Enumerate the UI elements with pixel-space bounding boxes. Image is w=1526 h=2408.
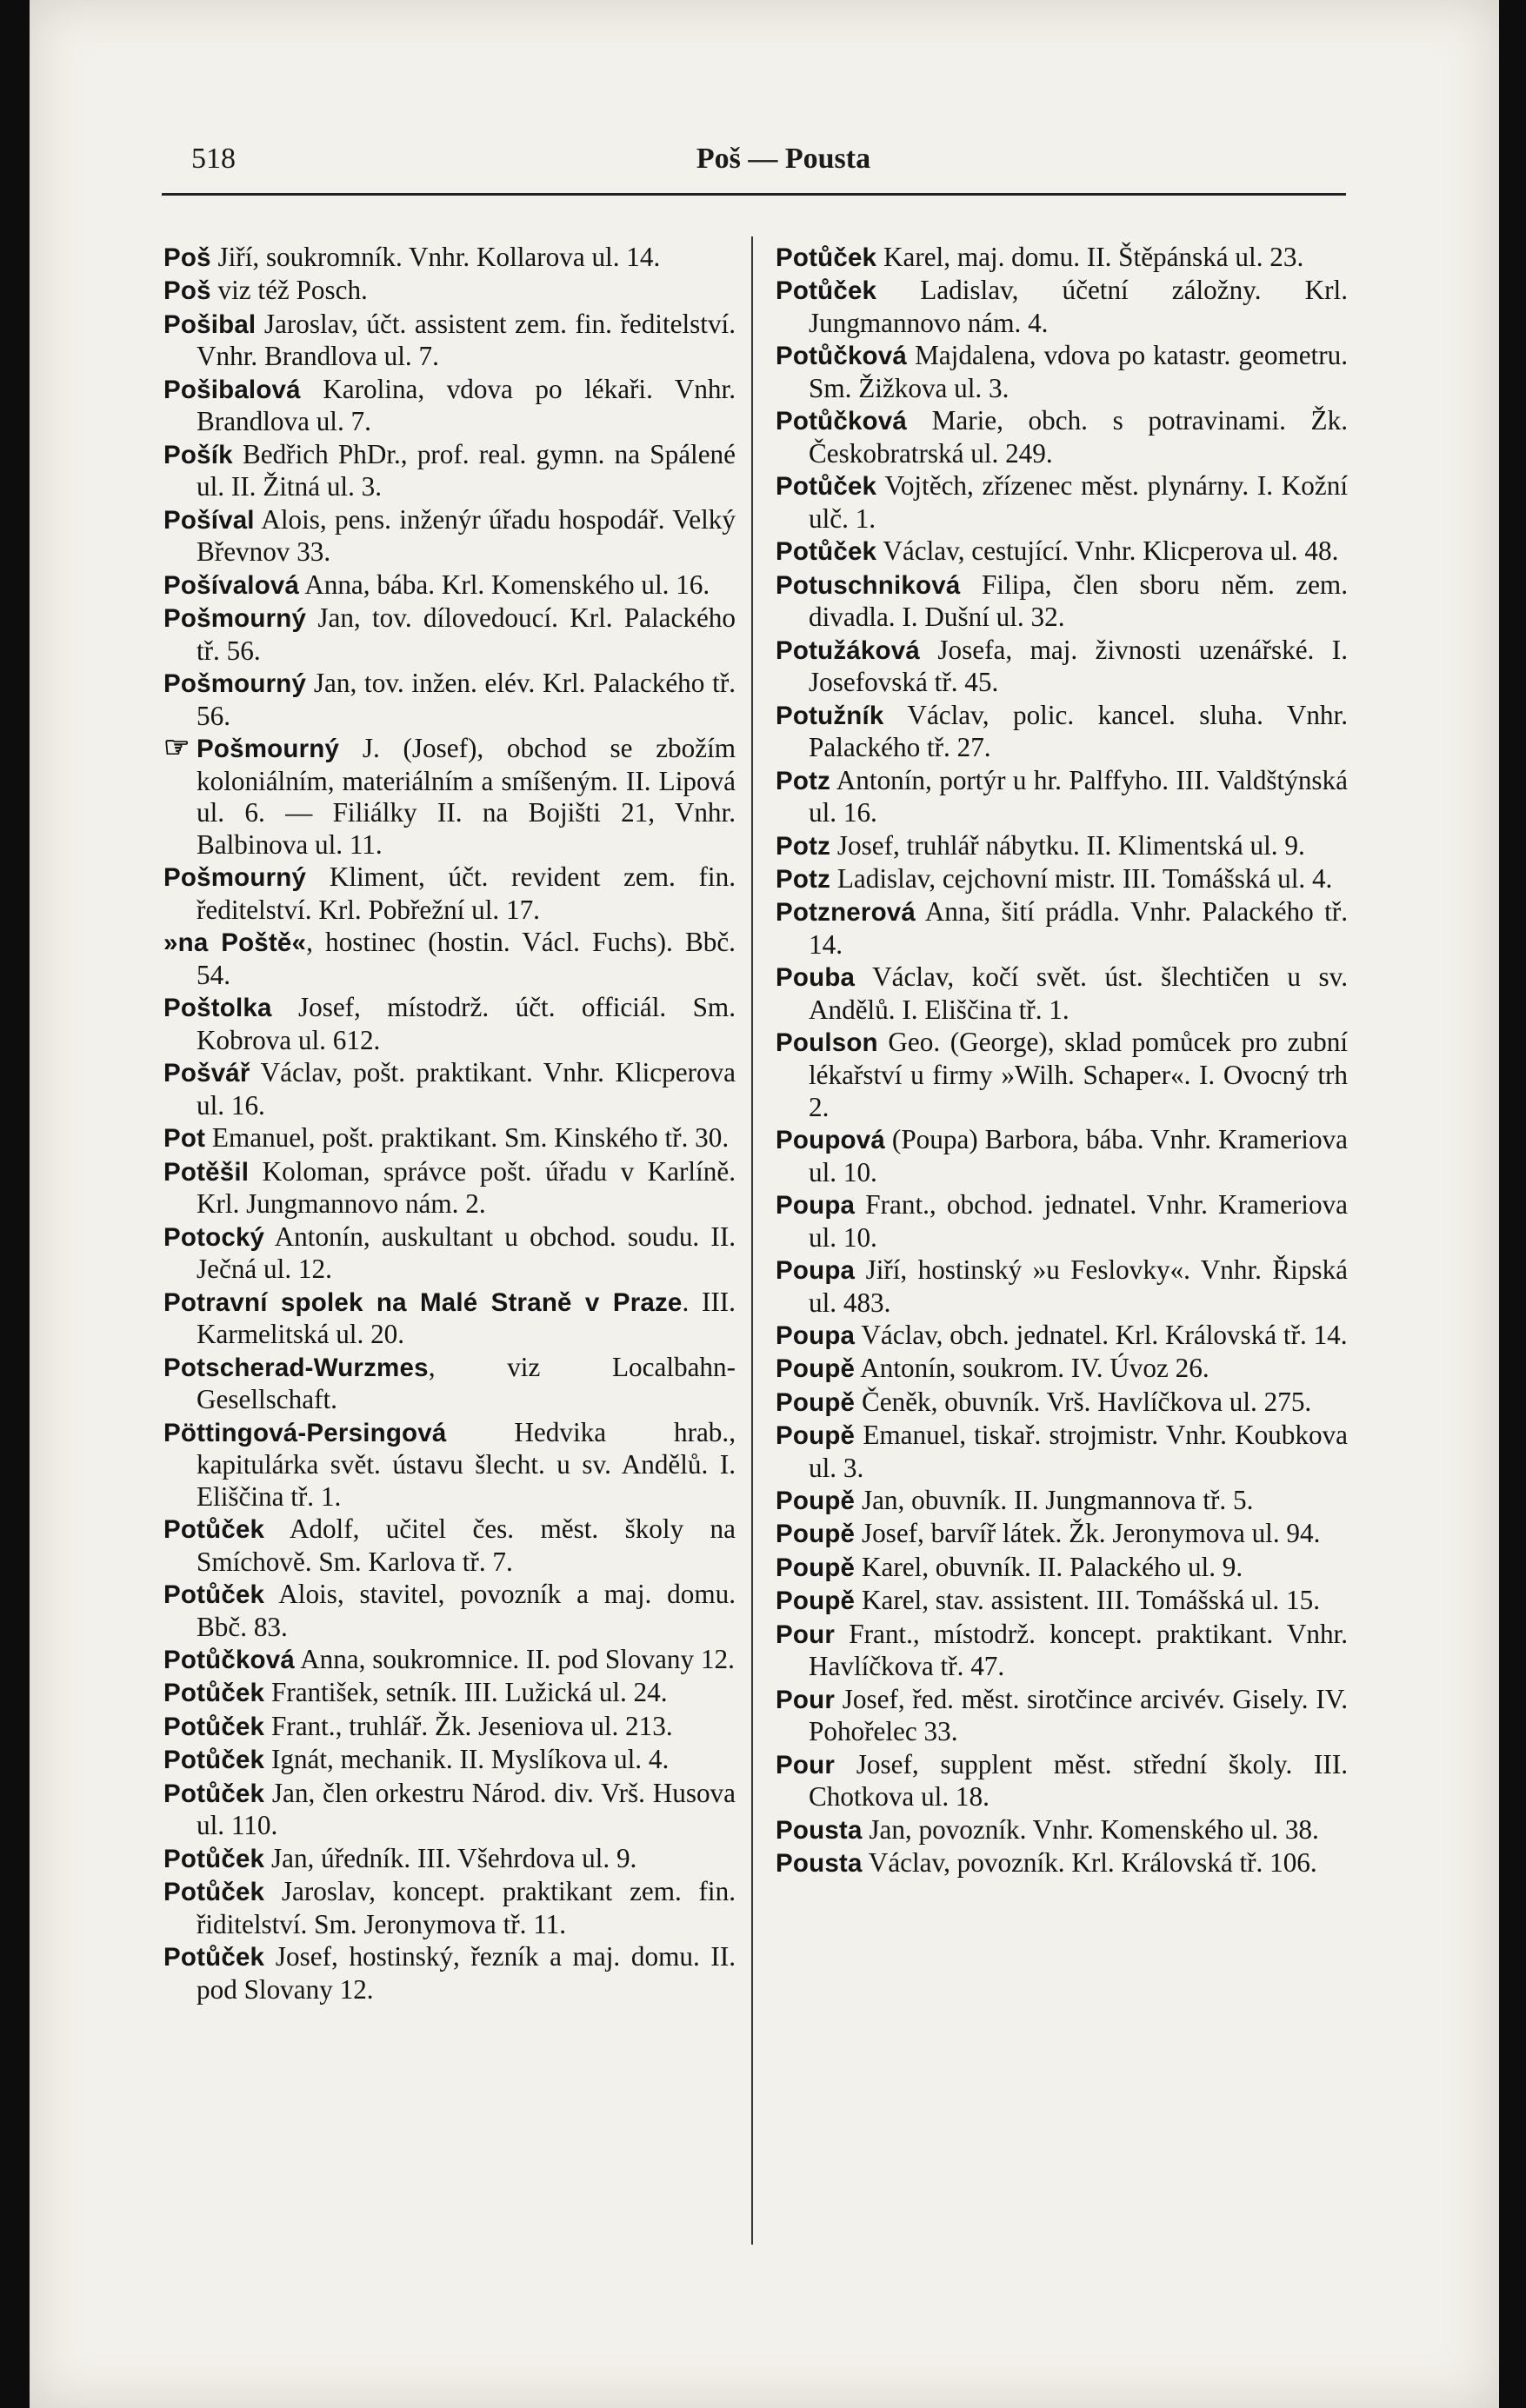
entry-details: Václav, cestující. Vnhr. Klicperova ul. 48. (876, 535, 1339, 567)
entry-details: Frant., obchod. jednatel. Vnhr. Krameriova ul. 10. (809, 1188, 1348, 1253)
directory-entry (776, 635, 1348, 699)
directory-entry (163, 1644, 736, 1677)
running-head: Poš — Pousta (696, 143, 871, 175)
pointing-hand-icon: ☞ (163, 732, 190, 765)
entry-details: Josef, místodrž. účt. officiál. Sm. Kobrova ul. 612. (197, 992, 736, 1055)
entry-name: Potůček (163, 1712, 265, 1741)
entry-name: Pour (776, 1750, 835, 1779)
entry-name: Poš (163, 243, 211, 272)
directory-entry (163, 668, 736, 732)
entry-details: Alois, pens. inženýr úřadu hospodář. Velký Břevnov 33. (197, 503, 736, 568)
entry-details: , hostinec (hostin. Václ. Fuchs). Bbč. 54. (197, 927, 736, 990)
directory-entry (163, 1057, 736, 1121)
directory-entry (776, 700, 1348, 764)
left-column (163, 242, 736, 2006)
directory-entry (776, 1320, 1348, 1353)
entry-details: Ignát, mechanik. II. Myslíkova ul. 4. (264, 1744, 670, 1775)
directory-entry (776, 1420, 1348, 1484)
entry-details: Ladislav, cejchovní mistr. III. Tomášská ul. 4. (830, 863, 1333, 895)
entry-name: Pour (776, 1685, 835, 1714)
directory-entry (163, 602, 736, 667)
entry-name: Potůčková (776, 407, 907, 436)
entry-name: Pousta (776, 1849, 863, 1878)
entry-name: Poupě (776, 1354, 856, 1384)
entry-name: Potůček (776, 276, 877, 306)
entry-name: Potravní spolek na Malé Straně v Praze (163, 1287, 683, 1317)
directory-entry (776, 863, 1348, 896)
entry-details: Jan, člen orkestru Národ. div. Vrš. Husova ul. 110. (197, 1777, 736, 1841)
entry-details: Hedvika hrab., kapitulárka svět. ústavu šlecht. u sv. Andělů. I. Eliščina tř. 1. (197, 1416, 736, 1512)
entry-details: Josef, supplent měst. střední školy. III. Chotkova ul. 18. (809, 1748, 1348, 1813)
entry-name: Poupě (776, 1421, 856, 1451)
entry-name: Potůček (163, 1844, 265, 1873)
directory-entry (163, 1579, 736, 1643)
entry-name: Poupě (776, 1487, 856, 1516)
directory-entry (776, 1847, 1348, 1880)
entry-name: Potznerová (776, 898, 916, 928)
directory-entry (163, 733, 736, 861)
entry-name: Poupě (776, 1387, 856, 1417)
entry-name: Pošíval (163, 505, 255, 535)
entry-details: Antonín, auskultant u obchod. soudu. II. Ječná ul. 12. (197, 1221, 736, 1285)
entry-details: Jan, povozník. Vnhr. Komenského ul. 38. (862, 1813, 1319, 1845)
directory-entry (163, 1778, 736, 1842)
entry-name: »na Poště« (163, 928, 307, 958)
entry-name: Potůček (163, 1746, 265, 1775)
directory-entry (163, 1122, 736, 1155)
directory-entry (776, 765, 1348, 829)
entry-details: Karel, obuvník. II. Palackého ul. 9. (855, 1551, 1243, 1582)
directory-entry (163, 992, 736, 1056)
entry-details: Josef, řed. měst. sirotčince arcivév. Gisely. IV. Pohořelec 33. (809, 1683, 1348, 1747)
entry-name: Pošmourný (163, 863, 307, 893)
entry-name: Pošibalová (163, 375, 301, 404)
entry-details: Adolf, učitel čes. měst. školy na Smíchově. Sm. Karlova tř. 7. (197, 1513, 736, 1577)
directory-entry (776, 470, 1348, 535)
entry-name: Pošmourný (163, 669, 307, 699)
entry-name: Potužník (776, 701, 884, 730)
entry-details: , viz Localbahn-Gesellschaft. (197, 1351, 736, 1415)
directory-entry (776, 1552, 1348, 1585)
entry-details: Frant., truhlář. Žk. Jeseniova ul. 213. (264, 1710, 673, 1741)
directory-entry (776, 1749, 1348, 1813)
entry-details: Frant., místodrž. koncept. praktikant. Vnhr. Havlíčkova tř. 47. (809, 1618, 1348, 1682)
entry-details: Jiří, hostinský »u Feslovky«. Vnhr. Řipská ul. 483. (809, 1254, 1348, 1318)
directory-entry (163, 1941, 736, 2006)
entry-name: Poupa (776, 1255, 856, 1285)
directory-entry (776, 896, 1348, 961)
directory-entry (163, 1843, 736, 1876)
entry-details: Emanuel, pošt. praktikant. Sm. Kinského tř. 30. (205, 1122, 730, 1154)
entry-name: Pošibal (163, 309, 257, 339)
directory-entry (776, 830, 1348, 863)
entry-name: Poupová (776, 1125, 885, 1154)
entry-details: Josef, hostinský, řezník a maj. domu. II. pod Slovany 12. (197, 1940, 736, 2005)
entry-name: Potz (776, 766, 831, 795)
directory-entry (776, 275, 1348, 339)
entry-details: Antonín, portýr u hr. Palffyho. III. Valdštýnská ul. 16. (809, 764, 1348, 828)
entry-details: viz též Posch. (210, 275, 368, 306)
page-header (191, 139, 1376, 188)
entry-details: Václav, polic. kancel. sluha. Vnhr. Palackého tř. 27. (809, 699, 1348, 763)
entry-name: Poupě (776, 1520, 856, 1549)
directory-entry (776, 1124, 1348, 1188)
directory-entry (163, 275, 736, 308)
directory-entry (776, 1189, 1348, 1254)
entry-details: Anna, šití prádla. Vnhr. Palackého tř. 14. (809, 896, 1348, 961)
entry-name: Poupě (776, 1553, 856, 1582)
directory-entry (163, 1677, 736, 1710)
entry-details: Karel, stav. assistent. III. Tomášská ul. 15. (855, 1585, 1320, 1616)
entry-details: Koloman, správce pošt. úřadu v Karlíně. Krl. Jungmannovo nám. 2. (197, 1155, 736, 1220)
entry-details: Jan, úředník. III. Všehrdova ul. 9. (264, 1842, 637, 1873)
entry-name: Pošmourný (163, 604, 307, 634)
directory-entry (776, 1585, 1348, 1618)
directory-entry (163, 1513, 736, 1578)
entry-name: Pošvář (163, 1059, 250, 1088)
entry-details: Václav, pošt. praktikant. Vnhr. Klicperova ul. 16. (197, 1057, 736, 1121)
directory-entry (163, 504, 736, 569)
directory-entry (163, 1287, 736, 1351)
entry-details: Bedřich PhDr., prof. real. gymn. na Spálené ul. II. Žitná ul. 3. (197, 438, 736, 502)
entry-name: Pošmourný (197, 735, 340, 764)
entry-details: Jan, tov. dílovedoucí. Krl. Palackého tř. 56. (197, 602, 736, 666)
entry-name: Potůček (163, 1878, 265, 1906)
directory-entry (163, 242, 736, 275)
directory-entry (163, 861, 736, 926)
entry-details: Geo. (George), sklad pomůcek pro zubní lékařství u firmy »Wilh. Schaper«. I. Ovocný trh 2. (809, 1027, 1348, 1122)
entry-name: Potůček (776, 243, 877, 272)
entry-name: Potůček (163, 1779, 265, 1808)
directory-entry (776, 242, 1348, 275)
directory-entry (776, 1254, 1348, 1319)
entry-details: (Poupa) Barbora, bába. Vnhr. Krameriova ul. 10. (809, 1123, 1348, 1187)
entry-name: Pošík (163, 440, 233, 469)
entry-name: Pot (163, 1124, 206, 1154)
entry-name: Pošívalová (163, 570, 300, 600)
entry-name: Potůček (776, 537, 877, 567)
directory-entry (776, 1684, 1348, 1748)
entry-details: Čeněk, obuvník. Vrš. Havlíčkova ul. 275. (855, 1386, 1312, 1417)
entry-name: Poštolka (163, 994, 272, 1023)
entry-name: Pour (776, 1620, 835, 1649)
directory-entry (163, 1876, 736, 1940)
directory-entry (776, 535, 1348, 569)
directory-entry (163, 374, 736, 438)
entry-name: Potůček (163, 1679, 265, 1708)
entry-details: Josef, barvíř látek. Žk. Jeronymova ul. 94. (855, 1518, 1321, 1549)
entry-details: Jaroslav, účt. assistent zem. fin. ředitelství. Vnhr. Brandlova ul. 7. (197, 308, 736, 372)
entry-details: Jiří, soukromník. Vnhr. Kollarova ul. 14. (210, 242, 661, 272)
directory-entry (163, 569, 736, 602)
entry-name: Potůčková (776, 342, 907, 371)
entry-details: Václav, obch. jednatel. Krl. Královská tř. 14. (855, 1319, 1348, 1350)
directory-entry (776, 569, 1348, 634)
directory-entry (163, 1417, 736, 1513)
entry-name: Poupa (776, 1190, 856, 1220)
entry-name: Pousta (776, 1815, 863, 1845)
directory-entry (776, 340, 1348, 404)
directory-entry (776, 1814, 1348, 1847)
entry-details: Karel, maj. domu. II. Štěpánská ul. 23. (876, 242, 1304, 272)
entry-details: Vojtěch, zřízenec měst. plynárny. I. Kožní ulč. 1. (809, 470, 1348, 534)
entry-details: Alois, stavitel, povozník a maj. domu. Bbč. 83. (197, 1579, 736, 1642)
entry-details: Kliment, účt. revident zem. fin. ředitelství. Krl. Pobřežní ul. 17. (197, 861, 736, 925)
entry-name: Potěšil (163, 1157, 250, 1187)
entry-details: František, setník. III. Lužická ul. 24. (264, 1677, 668, 1708)
directory-entry (776, 1485, 1348, 1518)
entry-name: Potocký (163, 1222, 265, 1252)
entry-name: Potůček (776, 472, 877, 502)
directory-entry (776, 1518, 1348, 1551)
directory-entry (776, 1619, 1348, 1683)
entry-details: Václav, kočí svět. úst. šlechtičen u sv. Andělů. I. Eliščina tř. 1. (809, 961, 1348, 1026)
entry-name: Potůčková (163, 1646, 295, 1675)
entry-name: Poupě (776, 1586, 856, 1616)
entry-details: Antonín, soukrom. IV. Úvoz 26. (855, 1353, 1209, 1384)
entry-name: Potuschniková (776, 570, 961, 600)
entry-details: J. (Josef), obchod se zbožím koloniálním, materiálním a smíšeným. II. Lipová ul. 6. — Filiálky II. na Bojišti 21, Vnhr. Balbinova ul. 11. (197, 733, 736, 860)
right-column (776, 242, 1348, 1880)
entry-details: . III. Karmelitská ul. 20. (197, 1286, 736, 1350)
entry-details: Filipa, člen sboru něm. zem. divadla. I. Dušní ul. 32. (809, 569, 1348, 633)
entry-name: Potz (776, 831, 831, 861)
entry-details: Jan, obuvník. II. Jungmannova tř. 5. (855, 1485, 1254, 1516)
directory-entry (776, 961, 1348, 1026)
entry-name: Pöttingová-Persingová (163, 1418, 447, 1447)
column-divider (751, 236, 753, 2245)
directory-entry (163, 309, 736, 373)
entry-details: Ladislav, účetní záložny. Krl. Jungmannovo nám. 4. (809, 275, 1348, 338)
directory-entry (776, 1387, 1348, 1420)
entry-name: Poš (163, 276, 211, 306)
entry-details: Karolina, vdova po lékaři. Vnhr. Brandlova ul. 7. (197, 373, 736, 437)
entry-name: Potůček (163, 1580, 265, 1610)
entry-name: Poupa (776, 1320, 856, 1350)
directory-entry (163, 1156, 736, 1221)
directory-entry (776, 405, 1348, 469)
entry-name: Pouba (776, 963, 856, 993)
directory-entry (163, 1744, 736, 1777)
directory-entry (163, 1352, 736, 1416)
entry-name: Potužáková (776, 635, 920, 665)
directory-entry (776, 1353, 1348, 1386)
directory-entry (776, 1027, 1348, 1123)
entry-details: Marie, obch. s potravinami. Žk. Českobratrská ul. 249. (809, 405, 1348, 469)
directory-entry (163, 1711, 736, 1744)
directory-entry (163, 927, 736, 991)
entry-name: Potůček (163, 1515, 265, 1545)
page-number: 518 (191, 143, 236, 175)
directory-entry (163, 439, 736, 503)
entry-name: Potscherad-Wurzmes (163, 1353, 429, 1382)
entry-details: Josefa, maj. živnosti uzenářské. I. Josefovská tř. 45. (809, 634, 1348, 698)
entry-details: Majdalena, vdova po katastr. geometru. Sm. Žižkova ul. 3. (809, 340, 1348, 403)
entry-details: Anna, bába. Krl. Komenského ul. 16. (299, 569, 710, 600)
entry-details: Jan, tov. inžen. elév. Krl. Palackého tř. 56. (197, 668, 736, 731)
entry-name: Potz (776, 865, 831, 895)
directory-entry (163, 1221, 736, 1286)
entry-details: Václav, povozník. Krl. Královská tř. 106. (862, 1847, 1317, 1878)
entry-details: Anna, soukromnice. II. pod Slovany 12. (295, 1644, 735, 1675)
entry-name: Potůček (163, 1942, 265, 1972)
entry-name: Poulson (776, 1028, 878, 1058)
entry-details: Josef, truhlář nábytku. II. Klimentská ul. 9. (830, 829, 1305, 861)
entry-details: Jaroslav, koncept. praktikant zem. fin. řiditelství. Sm. Jeronymova tř. 11. (197, 1876, 736, 1939)
entry-details: Emanuel, tiskař. strojmistr. Vnhr. Koubkova ul. 3. (809, 1420, 1348, 1483)
header-rule (162, 193, 1346, 196)
